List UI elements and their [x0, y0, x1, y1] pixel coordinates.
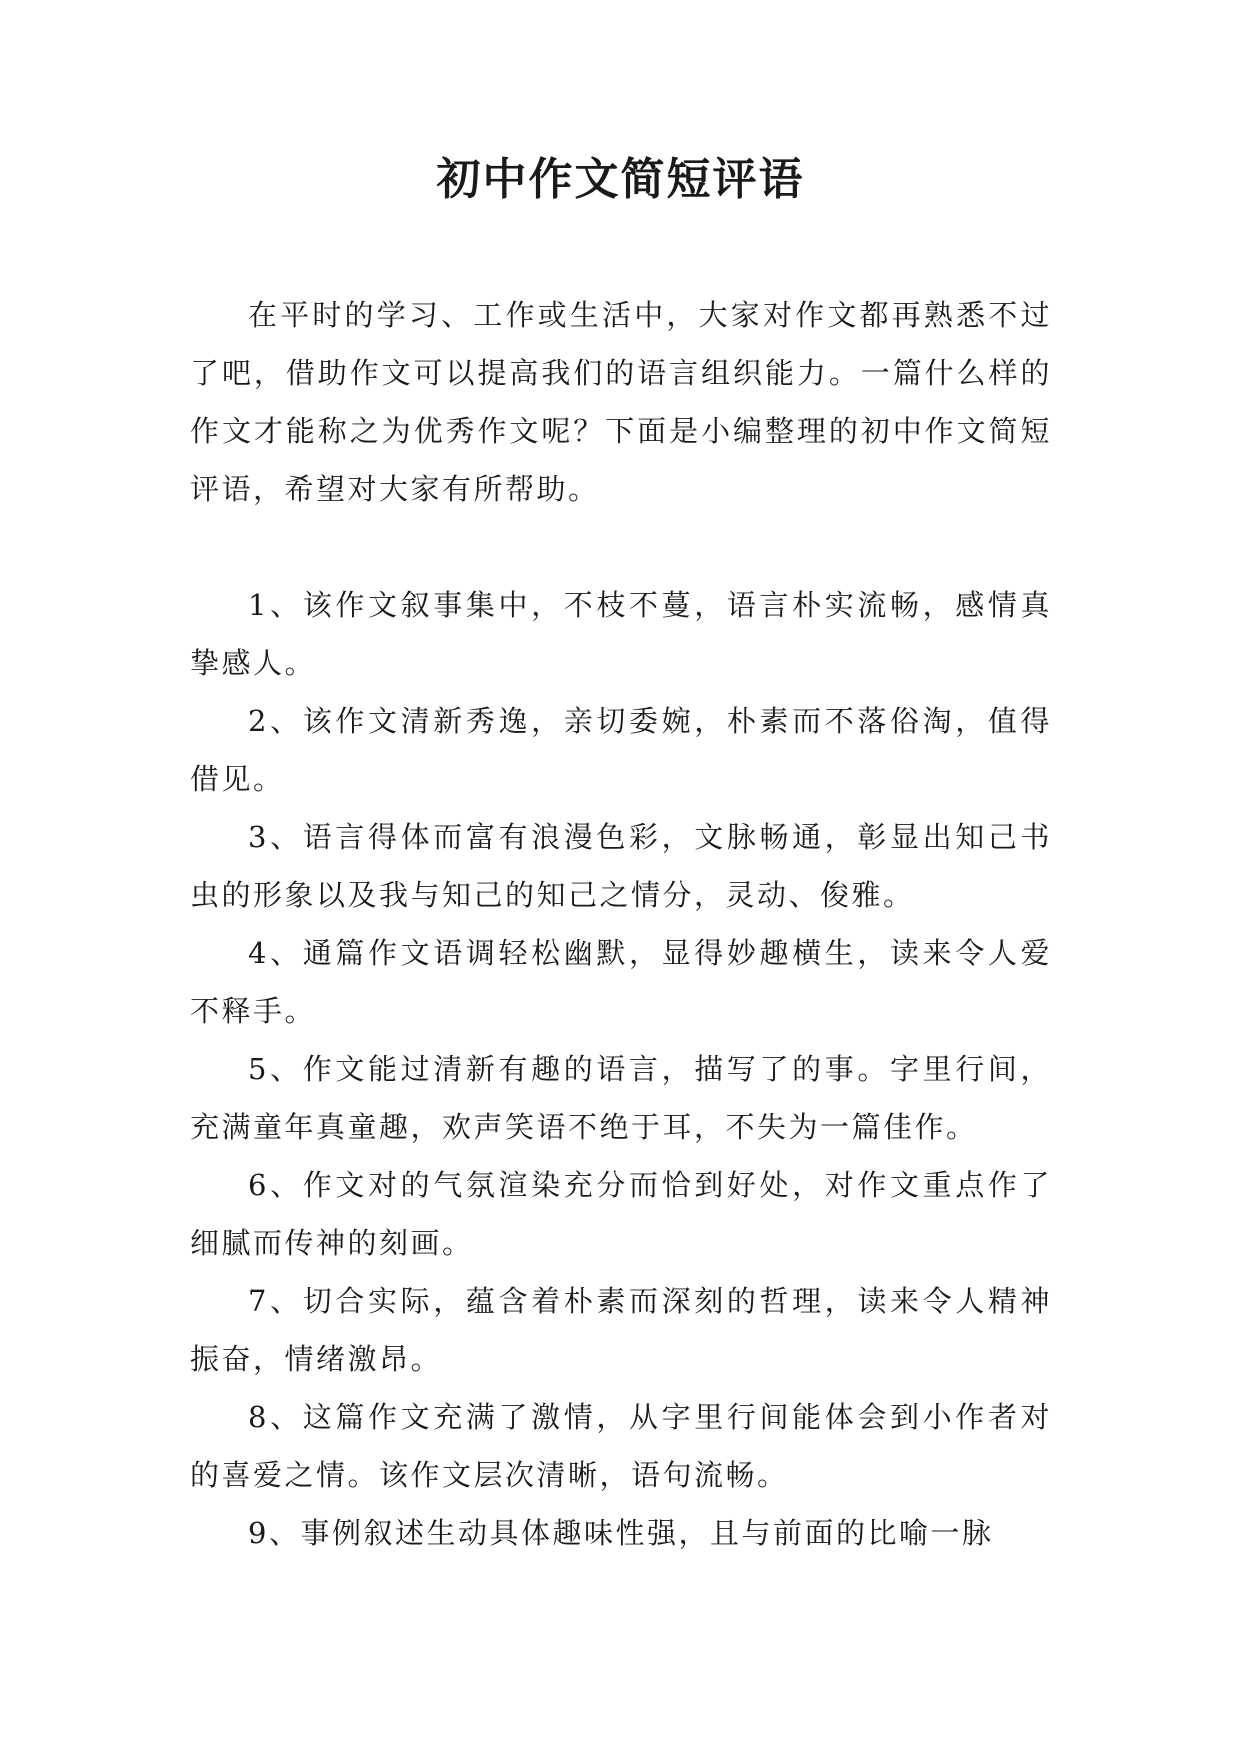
intro-paragraph: 在平时的学习、工作或生活中，大家对作文都再熟悉不过了吧，借助作文可以提高我们的语言组织能力。一篇什么样的作文才能称之为优秀作文呢？下面是小编整理的初中作文简短评语，希望对大家有所帮助。 [190, 298, 1052, 506]
document-title: 初中作文简短评语 [436, 154, 805, 205]
comment-item-5: 5、作文能过清新有趣的语言，描写了的事。字里行间，充满童年真童趣，欢声笑语不绝于耳，不失为一篇佳作。 [190, 1052, 1052, 1144]
comment-item-2: 2、该作文清新秀逸，亲切委婉，朴素而不落俗淘，值得借见。 [190, 704, 1052, 796]
comment-item-8: 8、这篇作文充满了激情，从字里行间能体会到小作者对的喜爱之情。该作文层次清晰，语句流畅。 [190, 1400, 1052, 1492]
document-body [190, 286, 1052, 1562]
comment-item-4: 4、通篇作文语调轻松幽默，显得妙趣横生，读来令人爱不释手。 [190, 936, 1052, 1028]
comment-item-6: 6、作文对的气氛渲染充分而恰到好处，对作文重点作了细腻而传神的刻画。 [190, 1168, 1052, 1260]
comment-item-9: 9、事例叙述生动具体趣味性强，且与前面的比喻一脉 [248, 1516, 994, 1550]
comment-item-1: 1、该作文叙事集中，不枝不蔓，语言朴实流畅，感情真挚感人。 [190, 588, 1052, 680]
comment-item-7: 7、切合实际，蕴含着朴素而深刻的哲理，读来令人精神振奋，情绪激昂。 [190, 1284, 1052, 1376]
comment-item-3: 3、语言得体而富有浪漫色彩，文脉畅通，彰显出知己书虫的形象以及我与知己的知己之情分，灵动、俊雅。 [190, 820, 1052, 912]
